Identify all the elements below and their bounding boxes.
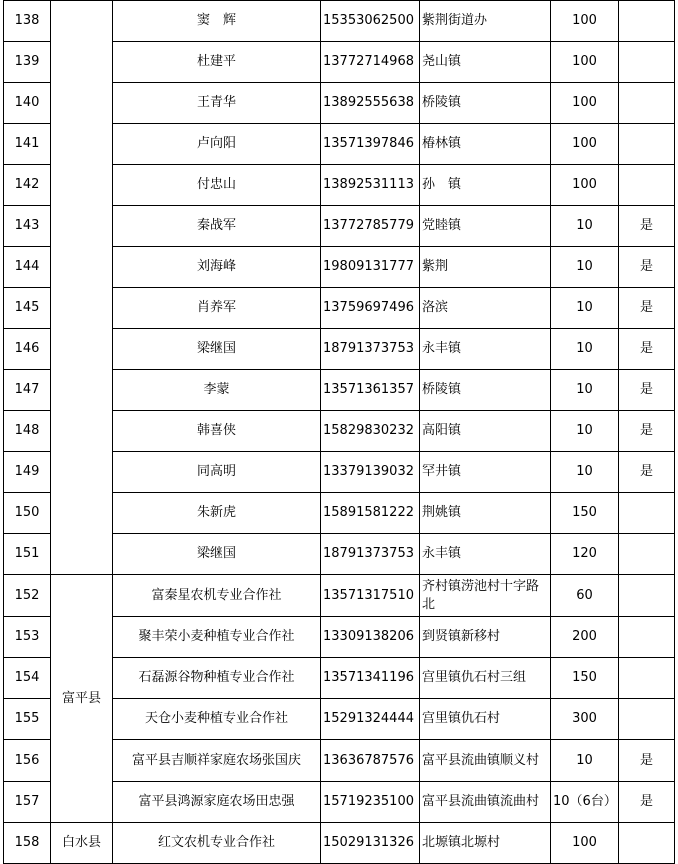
phone-cell: 13636787576: [321, 740, 420, 782]
row-number: 156: [4, 740, 51, 782]
row-number: 148: [4, 411, 51, 452]
quantity-cell: 10: [551, 329, 619, 370]
name-cell: 同高明: [113, 452, 321, 493]
quantity-cell: 100: [551, 42, 619, 83]
name-cell: 付忠山: [113, 165, 321, 206]
address-cell: 桥陵镇: [420, 83, 551, 124]
name-cell: 李蒙: [113, 370, 321, 411]
flag-cell: [619, 699, 675, 740]
flag-cell: [619, 165, 675, 206]
phone-cell: 13772714968: [321, 42, 420, 83]
flag-cell: 是: [619, 370, 675, 411]
row-number: 158: [4, 823, 51, 864]
address-cell: 罕井镇: [420, 452, 551, 493]
flag-cell: 是: [619, 411, 675, 452]
name-cell: 石磊源谷物种植专业合作社: [113, 658, 321, 699]
address-cell: 孙 镇: [420, 165, 551, 206]
address-cell: 椿林镇: [420, 124, 551, 165]
phone-cell: 13892555638: [321, 83, 420, 124]
flag-cell: [619, 124, 675, 165]
flag-cell: [619, 83, 675, 124]
row-number: 146: [4, 329, 51, 370]
quantity-cell: 100: [551, 1, 619, 42]
quantity-cell: 10: [551, 288, 619, 329]
quantity-cell: 100: [551, 823, 619, 864]
table-row: [4, 575, 675, 617]
quantity-cell: 150: [551, 493, 619, 534]
name-cell: 梁继国: [113, 534, 321, 575]
phone-cell: 19809131777: [321, 247, 420, 288]
quantity-cell: 150: [551, 658, 619, 699]
flag-cell: 是: [619, 288, 675, 329]
name-cell: 王青华: [113, 83, 321, 124]
quantity-cell: 300: [551, 699, 619, 740]
address-cell: 富平县流曲镇流曲村: [420, 782, 551, 823]
flag-cell: 是: [619, 782, 675, 823]
row-number: 141: [4, 124, 51, 165]
flag-cell: [619, 823, 675, 864]
address-cell: 高阳镇: [420, 411, 551, 452]
county-cell: 白水县: [51, 823, 113, 864]
phone-cell: 15891581222: [321, 493, 420, 534]
flag-cell: 是: [619, 740, 675, 782]
data-table: [3, 0, 675, 864]
row-number: 157: [4, 782, 51, 823]
flag-cell: 是: [619, 329, 675, 370]
table-row: [4, 1, 675, 42]
phone-cell: 13772785779: [321, 206, 420, 247]
flag-cell: 是: [619, 206, 675, 247]
address-cell: 宫里镇仇石村三组: [420, 658, 551, 699]
row-number: 155: [4, 699, 51, 740]
quantity-cell: 10: [551, 370, 619, 411]
row-number: 139: [4, 42, 51, 83]
phone-cell: 13379139032: [321, 452, 420, 493]
flag-cell: [619, 493, 675, 534]
row-number: 144: [4, 247, 51, 288]
name-cell: 刘海峰: [113, 247, 321, 288]
name-cell: 红文农机专业合作社: [113, 823, 321, 864]
quantity-cell: 200: [551, 617, 619, 658]
name-cell: 窦 辉: [113, 1, 321, 42]
row-number: 149: [4, 452, 51, 493]
row-number: 142: [4, 165, 51, 206]
phone-cell: 15353062500: [321, 1, 420, 42]
quantity-cell: 10: [551, 206, 619, 247]
flag-cell: [619, 617, 675, 658]
flag-cell: 是: [619, 452, 675, 493]
phone-cell: 13309138206: [321, 617, 420, 658]
phone-cell: 18791373753: [321, 329, 420, 370]
row-number: 145: [4, 288, 51, 329]
name-cell: 富平县鸿源家庭农场田忠强: [113, 782, 321, 823]
row-number: 151: [4, 534, 51, 575]
quantity-cell: 10: [551, 411, 619, 452]
address-cell: 到贤镇新移村: [420, 617, 551, 658]
phone-cell: 13759697496: [321, 288, 420, 329]
flag-cell: 是: [619, 247, 675, 288]
quantity-cell: 100: [551, 124, 619, 165]
quantity-cell: 10（6台）: [551, 782, 619, 823]
address-cell: 永丰镇: [420, 329, 551, 370]
name-cell: 富平县吉顺祥家庭农场张国庆: [113, 740, 321, 782]
address-cell: 紫荆街道办: [420, 1, 551, 42]
address-cell: 北塬镇北塬村: [420, 823, 551, 864]
address-cell: 紫荆: [420, 247, 551, 288]
phone-cell: 13571341196: [321, 658, 420, 699]
row-number: 140: [4, 83, 51, 124]
name-cell: 富秦星农机专业合作社: [113, 575, 321, 617]
name-cell: 天仓小麦种植专业合作社: [113, 699, 321, 740]
address-cell: 尧山镇: [420, 42, 551, 83]
quantity-cell: 120: [551, 534, 619, 575]
row-number: 138: [4, 1, 51, 42]
row-number: 153: [4, 617, 51, 658]
phone-cell: 13892531113: [321, 165, 420, 206]
flag-cell: [619, 575, 675, 617]
table-row: [4, 823, 675, 864]
address-cell: 宫里镇仇石村: [420, 699, 551, 740]
name-cell: 朱新虎: [113, 493, 321, 534]
address-cell: 党睦镇: [420, 206, 551, 247]
row-number: 154: [4, 658, 51, 699]
name-cell: 杜建平: [113, 42, 321, 83]
phone-cell: 15719235100: [321, 782, 420, 823]
name-cell: 韩喜侠: [113, 411, 321, 452]
quantity-cell: 100: [551, 165, 619, 206]
flag-cell: [619, 42, 675, 83]
flag-cell: [619, 658, 675, 699]
address-cell: 齐村镇涝池村十字路北: [420, 575, 551, 617]
quantity-cell: 10: [551, 247, 619, 288]
name-cell: 梁继国: [113, 329, 321, 370]
phone-cell: 18791373753: [321, 534, 420, 575]
flag-cell: [619, 534, 675, 575]
phone-cell: 13571397846: [321, 124, 420, 165]
row-number: 143: [4, 206, 51, 247]
row-number: 147: [4, 370, 51, 411]
phone-cell: 15291324444: [321, 699, 420, 740]
row-number: 152: [4, 575, 51, 617]
quantity-cell: 100: [551, 83, 619, 124]
name-cell: 卢向阳: [113, 124, 321, 165]
name-cell: 聚丰荣小麦种植专业合作社: [113, 617, 321, 658]
quantity-cell: 10: [551, 740, 619, 782]
phone-cell: 13571317510: [321, 575, 420, 617]
address-cell: 富平县流曲镇顺义村: [420, 740, 551, 782]
name-cell: 肖养军: [113, 288, 321, 329]
row-number: 150: [4, 493, 51, 534]
county-cell: 富平县: [51, 575, 113, 823]
flag-cell: [619, 1, 675, 42]
address-cell: 永丰镇: [420, 534, 551, 575]
address-cell: 洛滨: [420, 288, 551, 329]
address-cell: 桥陵镇: [420, 370, 551, 411]
phone-cell: 15829830232: [321, 411, 420, 452]
quantity-cell: 60: [551, 575, 619, 617]
address-cell: 荆姚镇: [420, 493, 551, 534]
phone-cell: 13571361357: [321, 370, 420, 411]
phone-cell: 15029131326: [321, 823, 420, 864]
county-cell: [51, 1, 113, 575]
quantity-cell: 10: [551, 452, 619, 493]
name-cell: 秦战军: [113, 206, 321, 247]
